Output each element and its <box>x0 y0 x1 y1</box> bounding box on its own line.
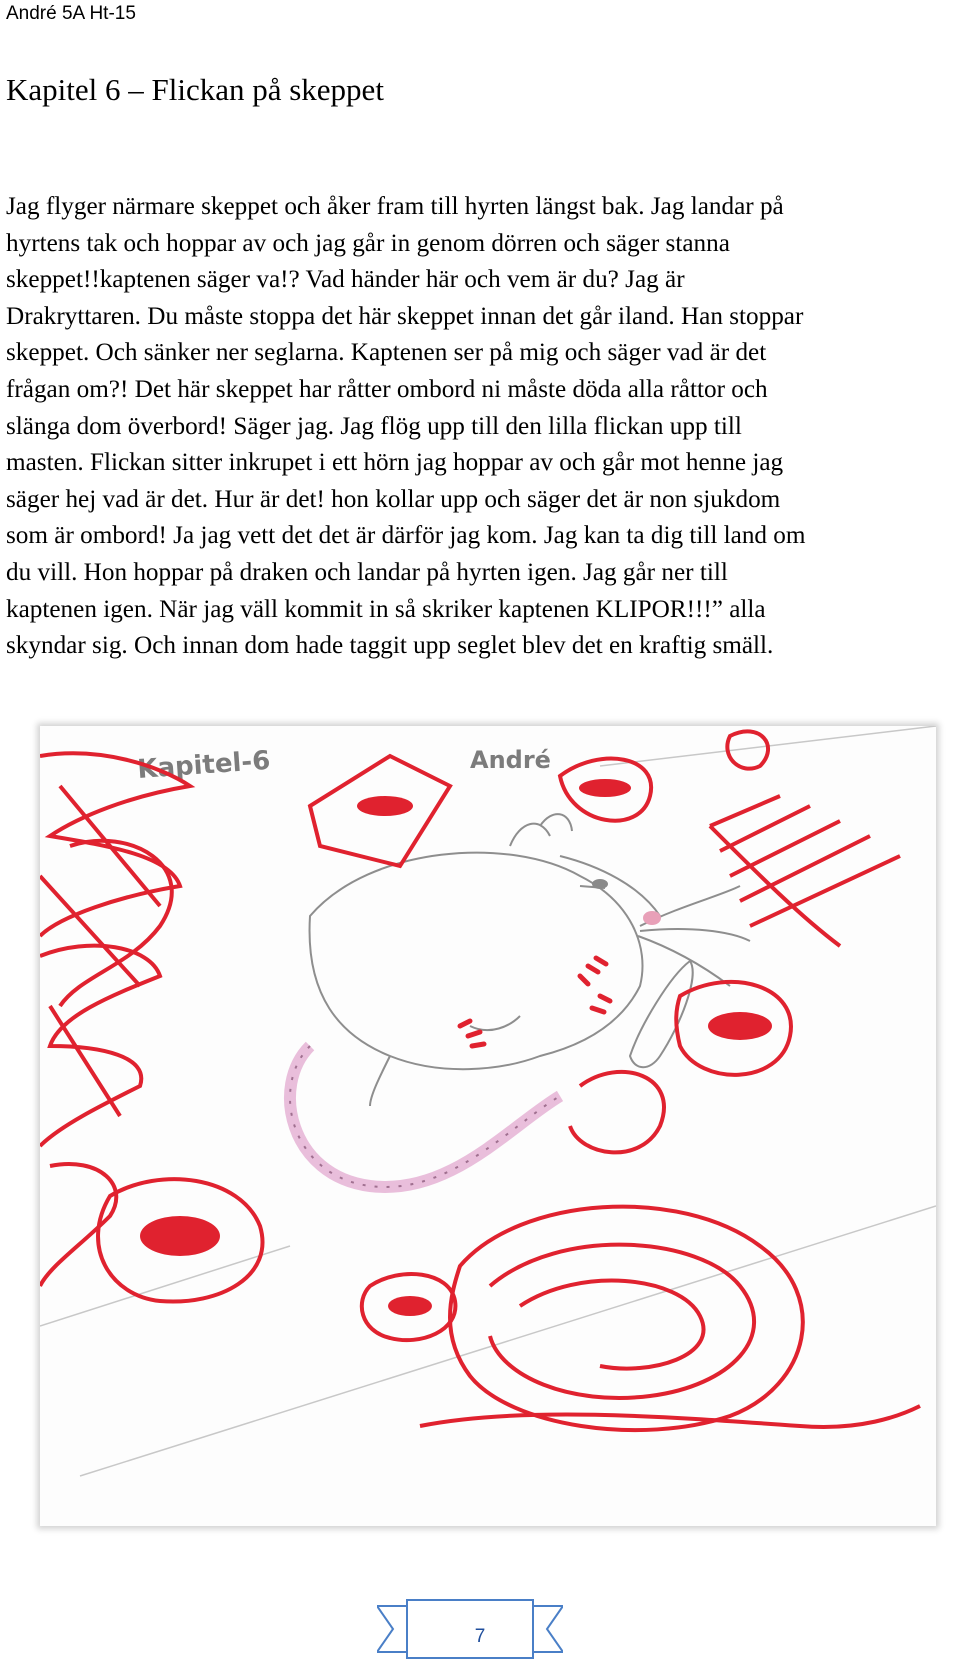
rat-nose <box>643 911 661 925</box>
chapter-title: Kapitel 6 – Flickan på skeppet <box>6 72 384 107</box>
story-line: Jag flyger närmare skeppet och åker fram till hyrten längst bak. Jag landar på <box>6 193 784 220</box>
story-line: skyndar sig. Och innan dom hade taggit upp seglet blev det en kraftig smäll. <box>6 632 774 660</box>
story-line: skeppet. Och sänker ner seglarna. Kaptenen ser på mig och säger vad är det <box>6 339 767 367</box>
story-line: kaptenen igen. När jag väll kommit in så skriker kaptenen KLIPOR!!!” alla <box>6 595 766 623</box>
story-line: skeppet!!kaptenen säger va!? Vad händer här och vem är du? Jag är <box>6 266 685 294</box>
story-line: slänga dom överbord! Säger jag. Jag flög upp till den lilla flickan upp till <box>6 412 742 440</box>
rat-paws <box>460 958 610 1046</box>
story-line: hyrtens tak och hoppar av och jag går in genom dörren och säger stanna <box>6 229 730 257</box>
story-line: masten. Flickan sitter inkrupet i ett hörn jag hoppar av och går mot henne jag <box>6 449 784 477</box>
child-drawing <box>40 726 936 1526</box>
handwritten-chapter-label: Kapitel-6 <box>136 745 272 785</box>
rat-drawing-illustration <box>40 726 936 1526</box>
header-author: André 5A Ht-15 <box>6 3 136 24</box>
red-scribble-bottom <box>420 1072 920 1430</box>
story-line: säger hej vad är det. Hur är det! hon kollar upp och säger det är non sjukdom <box>6 485 781 513</box>
story-line: Drakryttaren. Du måste stoppa det här skeppet innan det går iland. Han stoppar <box>6 302 804 330</box>
page-number: 7 <box>474 1626 486 1647</box>
red-fill-marks <box>140 779 772 1316</box>
red-fan-scribble <box>710 796 900 946</box>
story-line: du vill. Hon hoppar på draken och landar på hyrten igen. Jag går ner till <box>6 558 728 586</box>
handwritten-name-label: André <box>470 746 551 774</box>
story-text <box>6 189 946 665</box>
story-line: frågan om?! Det här skeppet har råtter ombord ni måste döda alla råttor och <box>6 375 768 403</box>
rat-tail <box>290 1046 560 1187</box>
red-scribble-left <box>40 753 190 1286</box>
story-line: som är ombord! Ja jag vett det det är därför jag kom. Jag kan ta dig till land om <box>6 522 806 550</box>
rat-eye <box>592 879 608 889</box>
